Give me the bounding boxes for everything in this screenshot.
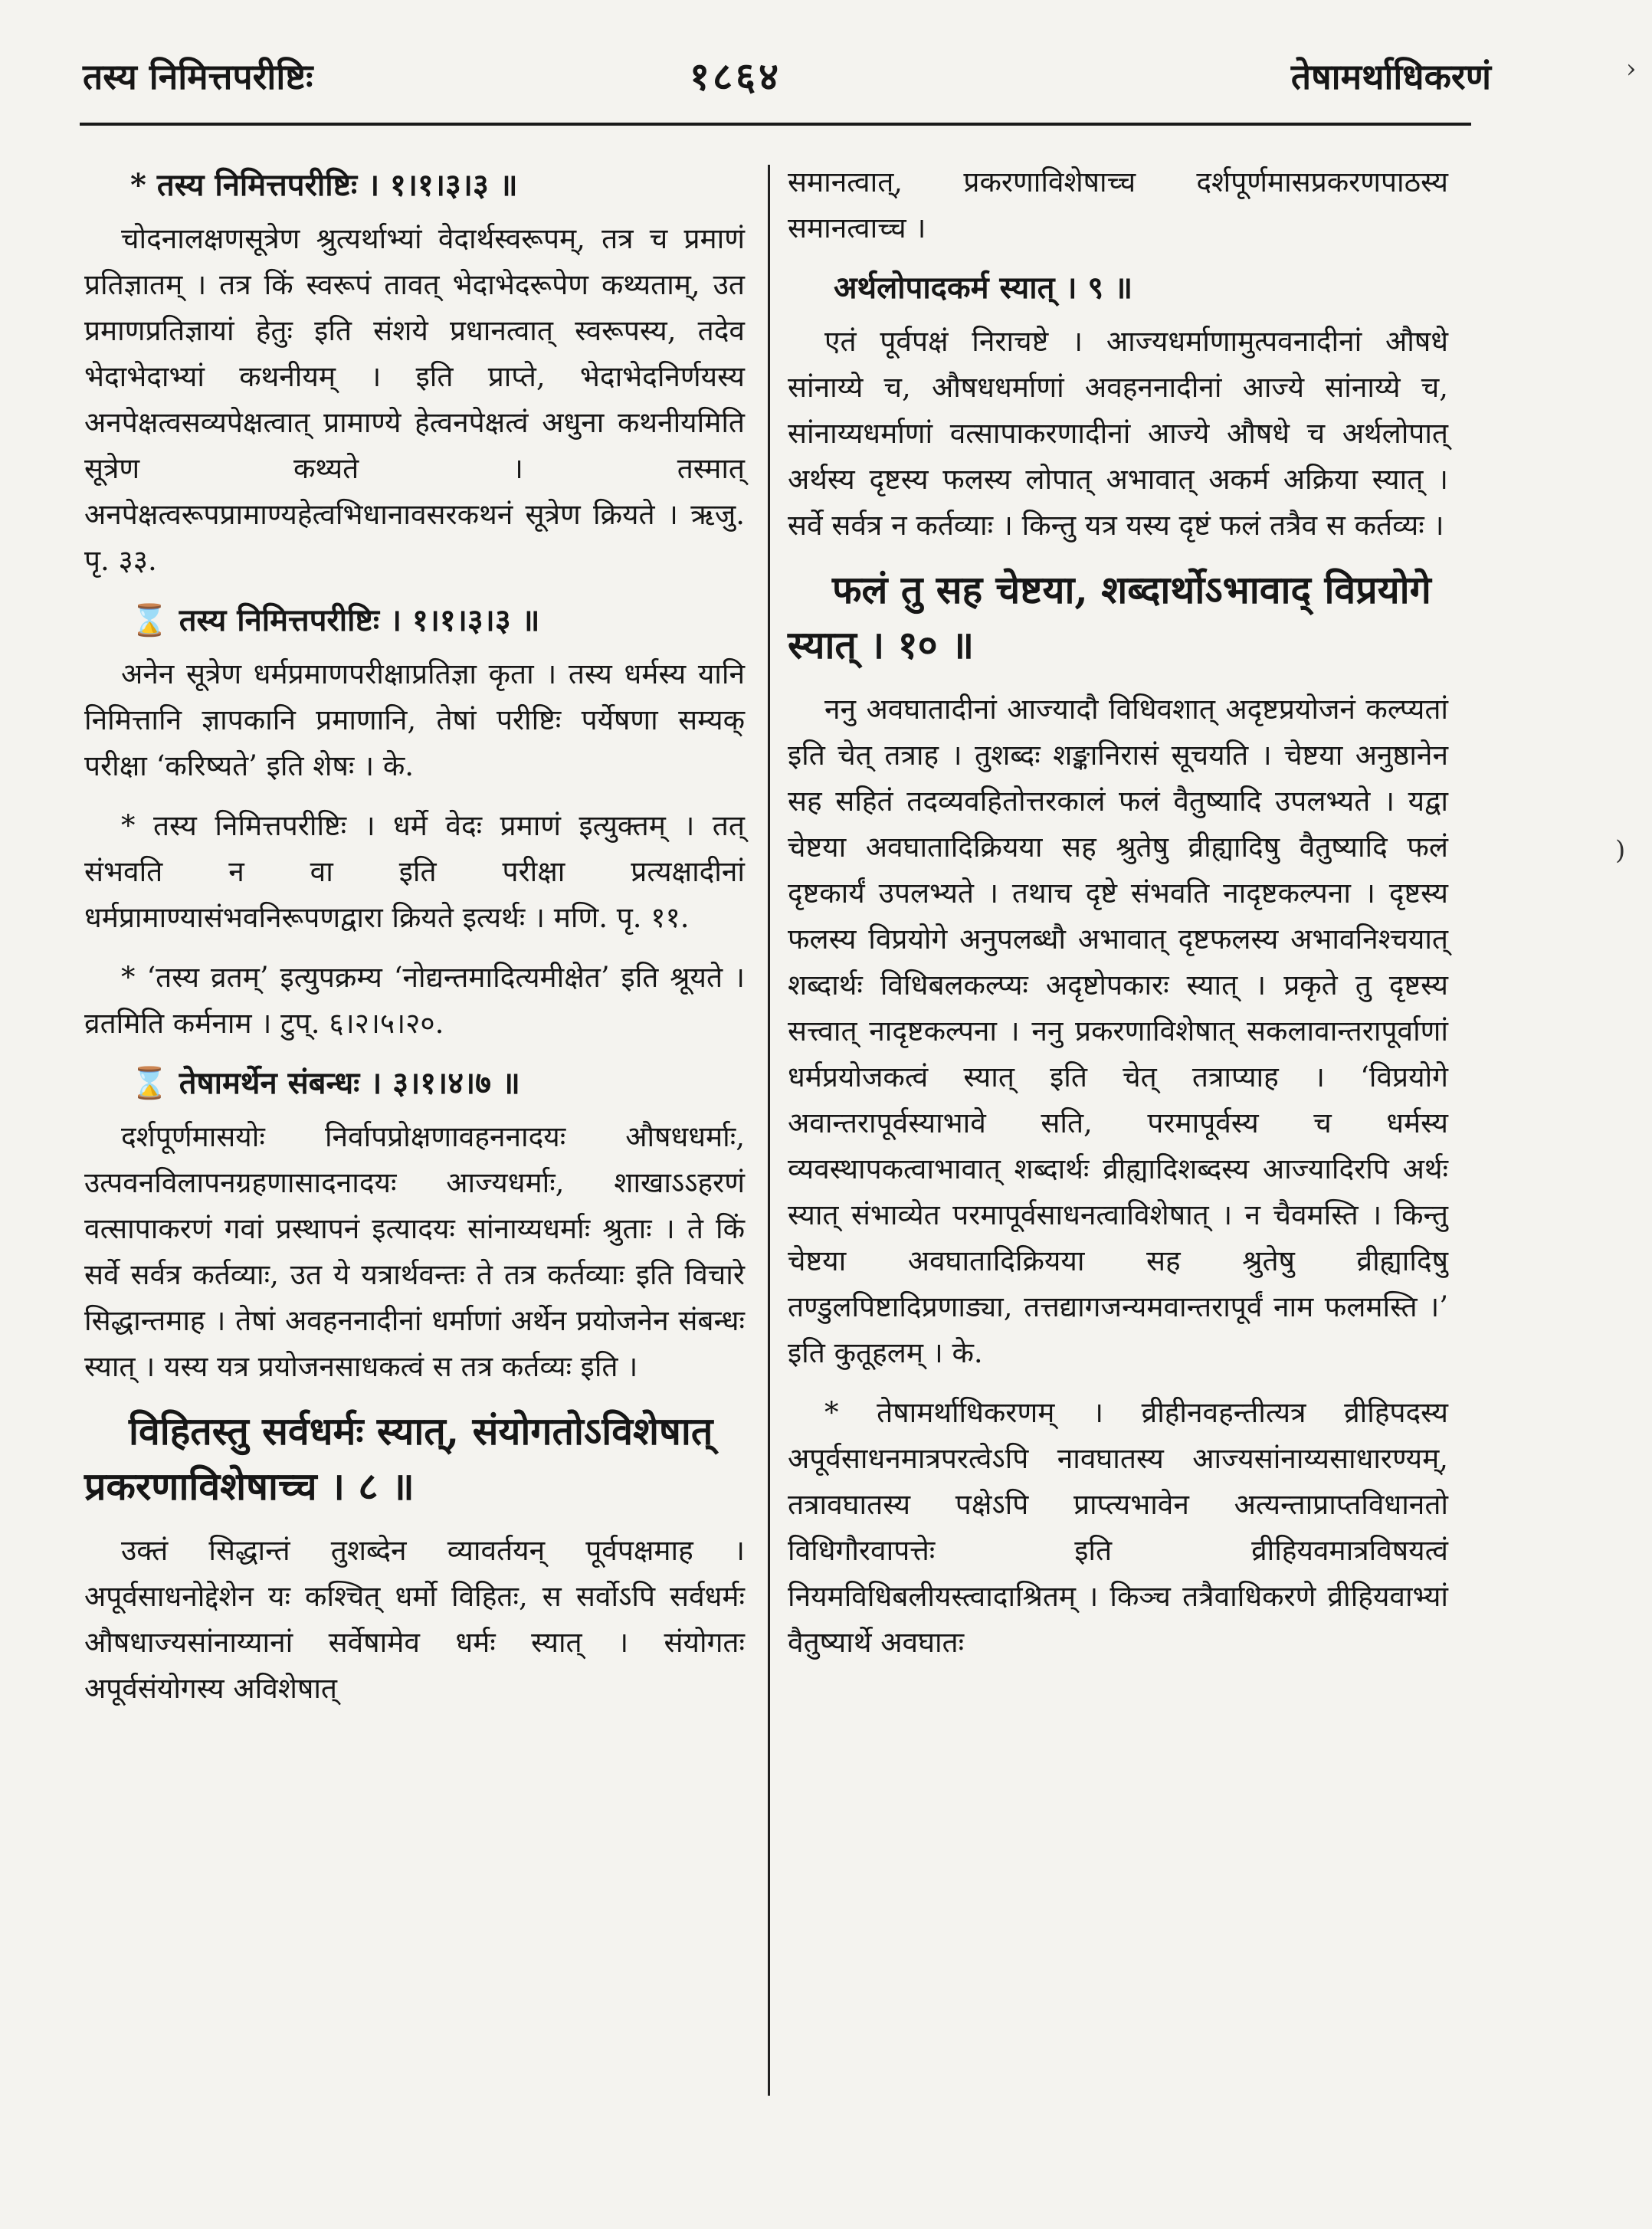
section-heading: * तस्य निमित्तपरीष्टिः । १।१।३।३ ॥ xyxy=(130,167,518,203)
paragraph: समानत्वात्, प्रकरणाविशेषाच्च दर्शपूर्णमासप्रकरणपाठस्य समानत्वाच्च । xyxy=(788,166,1448,244)
running-title-right: तेषामर्थाधिकरणं xyxy=(1290,56,1491,97)
paragraph: ननु अवघातादीनां आज्यादौ विधिवशात् अदृष्टप्रयोजनं कल्प्यतां इति चेत् तत्राह । तुशब्दः शङ्कानिरासं सूचयति । चेष्टया अनुष्ठानेन सह सहितं तदव्यवहितोत्तरकालं फलं वैतुष्यादि उपलभ्यते । यद्वा चेष्टया अवघातादिक्रियया सह श्रुतेषु व्रीह्यादिषु वैतुष्यादि फलं दृष्टकार्यं उपलभ्यते । तथाच दृष्टे संभवति नादृष्टकल्पना । दृष्टस्य फलस्य विप्रयोगे अनुपलब्धौ अभावात् दृष्टफलस्य अभावनिश्चयात् शब्दार्थः विधिबलकल्प्यः अदृष्टोपकारः स्यात् । प्रकृते तु दृष्टस्य सत्त्वात् नादृष्टकल्पना । ननु प्रकरणाविशेषात् सकलावान्तरापूर्वाणां धर्मप्रयोजकत्वं स्यात् इति चेत् तत्राप्याह । ‘विप्रयोगे अवान्तरापूर्वस्याभावे सति, परमापूर्वस्य च धर्मस्य व्यवस्थापकत्वाभावात् शब्दार्थः व्रीह्यादिशब्दस्य आज्यादिरपि अर्थः स्यात् संभाव्येत परमापूर्वसाधनत्वाविशेषात् । न चैवमस्ति । किन्तु चेष्टया अवघातादिक्रियया सह श्रुतेषु व्रीह्यादिषु तण्डुलपिष्टादिप्रणाड्या, तत्तद्यागजन्यमवान्तरापूर्वं नाम फलमस्ति ।’ इति कुतूहलम् । के. xyxy=(788,693,1448,1369)
sutra-text: फलं तु सह चेष्टया, शब्दार्थोऽभावाद् विप्रयोगे स्यात् । १० ॥ xyxy=(788,567,1431,667)
left-column xyxy=(84,159,745,1726)
paragraph: उक्तं सिद्धान्तं तुशब्देन व्यावर्तयन् पूर्वपक्षमाह । अपूर्वसाधनोद्देशेन यः कश्चित् धर्मो विहितः, स सर्वोऽपि सर्वधर्मः औषधाज्यसांनाय्यानां सर्वेषामेव धर्मः स्यात् । संयोगतः अपूर्वसंयोगस्य अविशेषात् xyxy=(84,1534,745,1705)
paragraph: चोदनालक्षणसूत्रेण श्रुत्यर्थाभ्यां वेदार्थस्वरूपम्, तत्र च प्रमाणं प्रतिज्ञातम् । तत्र किं स्वरूपं तावत् भेदाभेदरूपेण कथ्यताम्, उत प्रमाणप्रतिज्ञायां हेतुः इति संशये प्रधानत्वात् स्वरूपस्य, तदेव भेदाभेदाभ्यां कथनीयम् । इति प्राप्ते, भेदाभेदनिर्णयस्य अनपेक्षत्वसव्यपेक्षत्वात् प्रामाण्ये हेत्वनपेक्षत्वं अधुना कथनीयमिति सूत्रेण कथ्यते । तस्मात् अनपेक्षत्वरूपप्रामाण्यहेत्वभिधानावसरकथनं सूत्रेण क्रियते । ऋजु. पृ. ३३. xyxy=(84,222,745,577)
sutra-text: विहितस्तु सर्वधर्मः स्यात्, संयोगतोऽविशेषात् प्रकरणाविशेषाच्च । ८ ॥ xyxy=(84,1408,713,1509)
section-heading: ⌛ तेषामर्थेन संबन्धः । ३।१।४।७ ॥ xyxy=(130,1065,520,1101)
right-column xyxy=(788,159,1448,1680)
paragraph: * ‘तस्य व्रतम्’ इत्युपक्रम्य ‘नोद्यन्तमादित्यमीक्षेत’ इति श्रूयते । व्रतमिति कर्मनाम । टुप्. ६।२।५।२०. xyxy=(84,961,745,1040)
section-heading: अर्थलोपादकर्म स्यात् । ९ ॥ xyxy=(834,270,1133,306)
paragraph: * तस्य निमित्तपरीष्टिः । धर्मे वेदः प्रमाणं इत्युक्तम् । तत् संभवति न वा इति परीक्षा प्रत्यक्षादीनां धर्मप्रामाण्यासंभवनिरूपणद्वारा क्रियते इत्यर्थः । मणि. पृ. ११. xyxy=(84,809,745,934)
running-title-left: तस्य निमित्तपरीष्टिः xyxy=(83,56,313,97)
margin-mark: ) xyxy=(1615,835,1626,866)
column-divider xyxy=(768,165,770,2096)
header-rule xyxy=(80,123,1471,126)
margin-mark: › xyxy=(1626,54,1637,84)
paragraph: * तेषामर्थाधिकरणम् । व्रीहीनवहन्तीत्यत्र व्रीहिपदस्य अपूर्वसाधनमात्रपरत्वेऽपि नावघातस्य आज्यसांनाय्यसाधारण्यम्, तत्रावघातस्य पक्षेऽपि प्राप्त्यभावेन अत्यन्ताप्राप्तविधानतो विधिगौरवापत्तेः इति व्रीहियवमात्रविषयत्वं नियमविधिबलीयस्त्वादाश्रितम् । किञ्च तत्रैवाधिकरणे व्रीहियवाभ्यां वैतुष्यार्थे अवघातः xyxy=(788,1396,1448,1659)
section-heading: ⌛ तस्य निमित्तपरीष्टिः । १।१।३।३ ॥ xyxy=(130,602,540,638)
page-header xyxy=(0,44,1652,106)
paragraph: दर्शपूर्णमासयोः निर्वापप्रोक्षणावहननादयः औषधधर्माः, उत्पवनविलापनग्रहणासादनादयः आज्यधर्माः, शाखाऽऽहरणं वत्सापाकरणं गवां प्रस्थापनं इत्यादयः सांनाय्यधर्माः श्रुताः । ते किं सर्वे सर्वत्र कर्तव्याः, उत ये यत्रार्थवन्तः ते तत्र कर्तव्याः इति विचारे सिद्धान्तमाह । तेषां अवहननादीनां धर्माणां अर्थेन प्रयोजनेन संबन्धः स्यात् । यस्य यत्र प्रयोजनसाधकत्वं स तत्र कर्तव्यः इति । xyxy=(84,1120,745,1383)
page-number: १८६४ xyxy=(690,54,782,99)
paragraph: एतं पूर्वपक्षं निराचष्टे । आज्यधर्माणामुत्पवनादीनां औषधे सांनाय्ये च, औषधधर्माणां अवहननादीनां आज्ये सांनाय्ये च, सांनाय्यधर्माणां वत्सापाकरणादीनां आज्ये औषधे च अर्थलोपात् अर्थस्य दृष्टस्य फलस्य लोपात् अभावात् अकर्म अक्रिया स्यात् । सर्वे सर्वत्र न कर्तव्याः । किन्तु यत्र यस्य दृष्टं फलं तत्रैव स कर्तव्यः । xyxy=(788,325,1448,542)
paragraph: अनेन सूत्रेण धर्मप्रमाणपरीक्षाप्रतिज्ञा कृता । तस्य धर्मस्य यानि निमित्तानि ज्ञापकानि प्रमाणानि, तेषां परीष्टिः पर्येषणा सम्यक् परीक्षा ‘करिष्यते’ इति शेषः । के. xyxy=(84,657,745,782)
